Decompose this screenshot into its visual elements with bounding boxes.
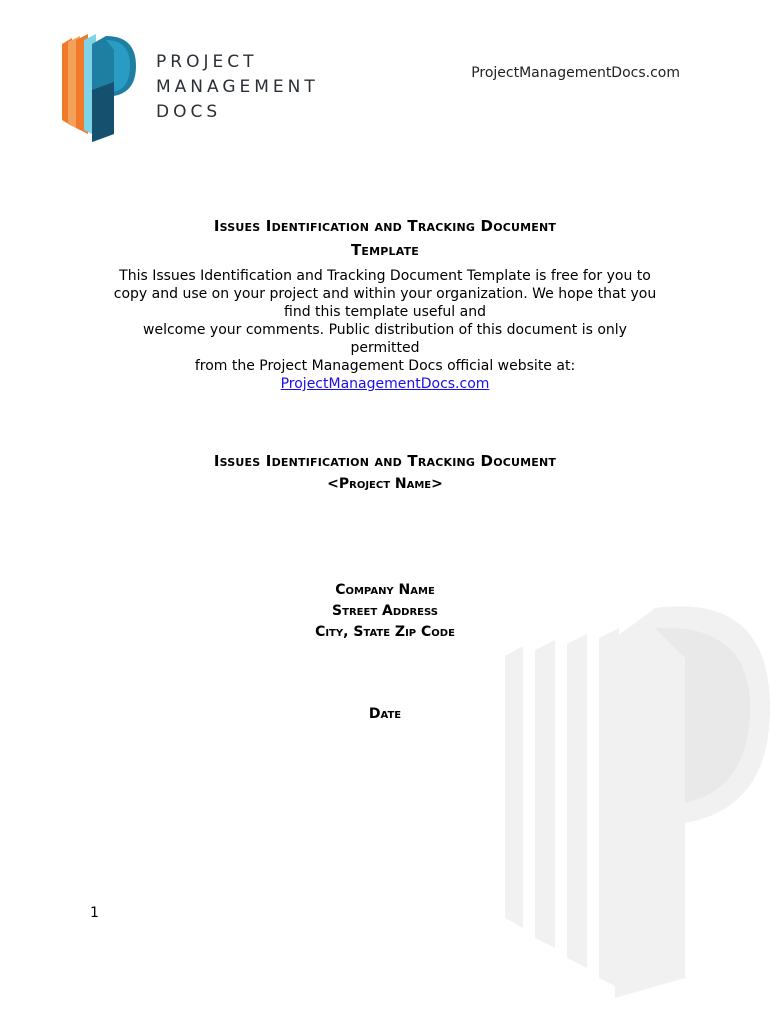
intro-line: from the Project Management Docs official website at: [194, 358, 576, 374]
watermark-logo-icon [505, 598, 770, 998]
date-label: Date [368, 706, 402, 722]
document-title: Issues Identification and Tracking Document [213, 452, 557, 470]
logo-wordmark [156, 50, 319, 125]
intro-paragraph [0, 267, 770, 393]
project-name: <Project Name> [327, 476, 443, 492]
intro-line: find this template useful and [284, 304, 486, 320]
intro-line: welcome your comments. Public distribution of this document is only [143, 322, 627, 338]
company-city: City, State Zip Code [315, 624, 455, 640]
logo-p-icon [58, 30, 138, 142]
template-title [0, 214, 770, 262]
header-site-url: ProjectManagementDocs.com [471, 65, 680, 81]
intro-line: copy and use on your project and within your organization. We hope that you [113, 286, 657, 302]
company-info [0, 580, 770, 643]
company-address: Street Address [332, 603, 438, 619]
logo-word-docs: DOCS [156, 102, 222, 122]
intro-line: permitted [350, 340, 420, 356]
page-number: 1 [90, 905, 99, 921]
template-title-line1: Issues Identification and Tracking Document [213, 217, 557, 235]
website-link[interactable]: ProjectManagementDocs.com [280, 376, 490, 392]
logo-word-project: PROJECT [156, 52, 258, 72]
project-management-docs-logo [58, 30, 348, 145]
intro-line: This Issues Identification and Tracking Document Template is free for you to [119, 268, 651, 284]
company-name: Company Name [335, 582, 435, 598]
logo-word-management: MANAGEMENT [156, 77, 319, 97]
template-title-line2: Template [350, 241, 420, 259]
